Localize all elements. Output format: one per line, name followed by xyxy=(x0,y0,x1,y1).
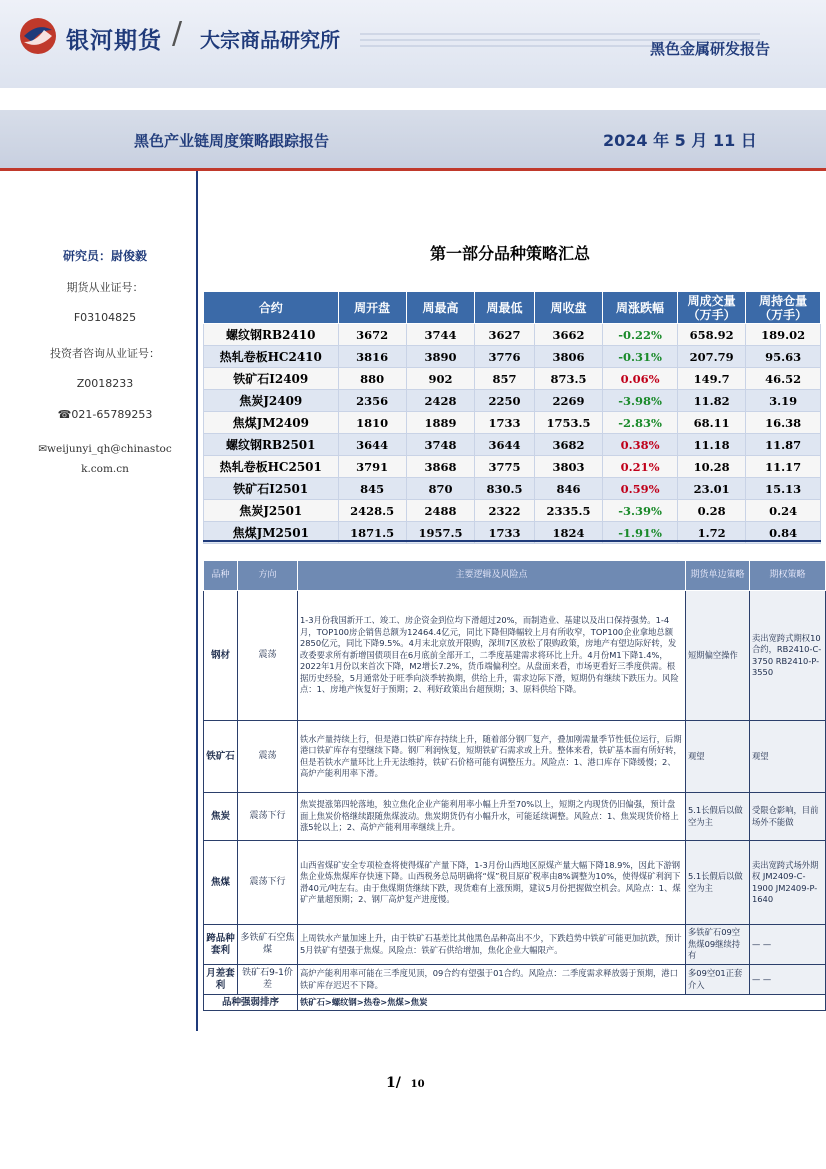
direction-cell: 震荡下行 xyxy=(238,841,298,925)
direction-cell: 多铁矿石空焦煤 xyxy=(238,925,298,965)
col-high: 周最高 xyxy=(406,292,474,324)
report-title: 黑色产业链周度策略跟踪报告 xyxy=(134,132,330,150)
col-option-strategy: 期权策略 xyxy=(750,561,826,591)
logic-cell: 铁水产量持续上行，但是港口铁矿库存持续上升，随着部分钢厂复产，叠加刚需量季节性低位运行，后期港口铁矿库存有望继续下降。钢厂利润恢复，短期铁矿石需求或上升。整体来看，铁矿基本面有所好转，但是若铁水产量环比上升无法维持，铁矿石价格可能有调整压力。风险点：1、港口库存下降缓慢；2、高炉产能利用率下滑。 xyxy=(298,721,686,793)
logic-cell: 1-3月份我国新开工、竣工、房企资金到位均下滑超过20%，而制造业、基建以及出口保持强势。1-4月，TOP100房企销售总额为12464.4亿元，同比下降但降幅较上月有所收窄，TOP100企业拿地总额2850亿元，同比下降9.5%。4月末北京放开限购，深圳7区放松了限购政策，房地产有望边际好转，发改委要求所有新增国债项目在6月底前全部开工，二季度基建需求将环比上升。4月份M1下降1.4%，2022年1月份以来首次下降，M2增长7.2%，货币端偏利空。从盘面来看，市场更看好三季度供需。根据历史经验，5月通常处于旺季向淡季转换期，供给上升，需求边际下滑，短期仍有继续下跌压力。风险点：1、房地产恢复好于预期；2、利好政策出台超预期；3、原料供给下降。 xyxy=(298,591,686,721)
close-cell: 3806 xyxy=(534,346,602,368)
contract-cell: 螺纹钢RB2501 xyxy=(204,434,339,456)
variety-cell: 月差套利 xyxy=(204,965,238,995)
volume-cell: 207.79 xyxy=(677,346,745,368)
header-slash: / xyxy=(172,16,183,51)
change-cell: -1.91% xyxy=(603,522,678,544)
low-cell: 3627 xyxy=(475,324,535,346)
email-line-1[interactable]: ✉weijunyi_qh@chinastoc xyxy=(38,443,172,455)
strategy-table xyxy=(203,560,826,1011)
section-title: 第一部分品种策略汇总 xyxy=(429,244,590,263)
logic-cell: 焦炭提涨第四轮落地，独立焦化企业产能利用率小幅上升至70%以上，短期之内现货仍旧偏强，预计盘面上焦炭价格继续跟随焦煤波动。焦炭期货仍有小幅升水，可能延续调整。风险点：1、焦炭现货价格上涨5轮以上；2、高炉产能利用率继续上升。 xyxy=(298,793,686,841)
contract-cell: 铁矿石I2501 xyxy=(204,478,339,500)
volume-cell: 11.82 xyxy=(677,390,745,412)
col-close: 周收盘 xyxy=(534,292,602,324)
change-cell: 0.21% xyxy=(603,456,678,478)
col-low: 周最低 xyxy=(475,292,535,324)
table-row xyxy=(204,500,821,522)
variety-cell: 焦炭 xyxy=(204,793,238,841)
open-cell: 3672 xyxy=(338,324,406,346)
contract-cell: 热轧卷板HC2410 xyxy=(204,346,339,368)
direction-cell: 震荡下行 xyxy=(238,793,298,841)
open-interest-cell: 0.84 xyxy=(746,522,821,544)
open-cell: 3816 xyxy=(338,346,406,368)
license-label: 期货从业证号： xyxy=(66,281,144,294)
galaxy-logo-icon xyxy=(18,16,58,56)
high-cell: 902 xyxy=(406,368,474,390)
open-cell: 1810 xyxy=(338,412,406,434)
strategy-row xyxy=(204,721,826,793)
option-strategy-cell: 卖出宽跨式场外期权 JM2409-C-1900 JM2409-P-1640 xyxy=(750,841,826,925)
option-strategy-cell: 卖出宽跨式期权10合约，RB2410-C-3750 RB2410-P-3550 xyxy=(750,591,826,721)
open-interest-cell: 3.19 xyxy=(746,390,821,412)
volume-cell: 658.92 xyxy=(677,324,745,346)
close-cell: 2335.5 xyxy=(534,500,602,522)
direction-cell: 铁矿石9-1价差 xyxy=(238,965,298,995)
open-cell: 2428.5 xyxy=(338,500,406,522)
low-cell: 3644 xyxy=(475,434,535,456)
variety-cell: 钢材 xyxy=(204,591,238,721)
page-number: 1/ 10 xyxy=(386,1075,425,1091)
direction-cell: 震荡 xyxy=(238,721,298,793)
volume-cell: 23.01 xyxy=(677,478,745,500)
open-interest-cell: 11.17 xyxy=(746,456,821,478)
low-cell: 857 xyxy=(475,368,535,390)
col-change: 周涨跌幅 xyxy=(603,292,678,324)
option-strategy-cell: 受限仓影响，目前场外不能做 xyxy=(750,793,826,841)
high-cell: 2428 xyxy=(406,390,474,412)
change-cell: -3.39% xyxy=(603,500,678,522)
open-interest-cell: 95.63 xyxy=(746,346,821,368)
change-cell: -0.31% xyxy=(603,346,678,368)
close-cell: 3803 xyxy=(534,456,602,478)
variety-cell: 跨品种套利 xyxy=(204,925,238,965)
futures-strategy-cell: 多09空01正套介入 xyxy=(686,965,750,995)
price-summary-table xyxy=(203,291,821,544)
contract-cell: 焦煤JM2501 xyxy=(204,522,339,544)
close-cell: 1753.5 xyxy=(534,412,602,434)
close-cell: 1824 xyxy=(534,522,602,544)
open-cell: 845 xyxy=(338,478,406,500)
contract-cell: 焦煤JM2409 xyxy=(204,412,339,434)
volume-cell: 1.72 xyxy=(677,522,745,544)
high-cell: 3890 xyxy=(406,346,474,368)
col-direction: 方向 xyxy=(238,561,298,591)
futures-strategy-cell: 短期偏空操作 xyxy=(686,591,750,721)
report-date: 2024 年 5 月 11 日 xyxy=(603,131,757,150)
col-volume: 周成交量 （万手） xyxy=(677,292,745,324)
change-cell: 0.59% xyxy=(603,478,678,500)
ranking-value: 铁矿石>螺纹钢>热卷>焦煤>焦炭 xyxy=(298,995,826,1011)
table-bottom-rule xyxy=(203,540,821,542)
strategy-row xyxy=(204,925,826,965)
contract-cell: 螺纹钢RB2410 xyxy=(204,324,339,346)
table-row xyxy=(204,324,821,346)
license-number: F03104825 xyxy=(73,311,137,324)
consult-number: Z0018233 xyxy=(76,377,134,390)
close-cell: 846 xyxy=(534,478,602,500)
volume-cell: 10.28 xyxy=(677,456,745,478)
low-cell: 1733 xyxy=(475,522,535,544)
option-strategy-cell: 观望 xyxy=(750,721,826,793)
direction-cell: 震荡 xyxy=(238,591,298,721)
table-row xyxy=(204,346,821,368)
open-interest-cell: 11.87 xyxy=(746,434,821,456)
option-strategy-cell: — — xyxy=(750,965,826,995)
brand-name: 银河期货 xyxy=(66,28,162,54)
strategy-row xyxy=(204,793,826,841)
close-cell: 2269 xyxy=(534,390,602,412)
sidebar-divider xyxy=(196,171,198,1031)
volume-cell: 149.7 xyxy=(677,368,745,390)
close-cell: 3682 xyxy=(534,434,602,456)
open-interest-cell: 46.52 xyxy=(746,368,821,390)
open-cell: 3791 xyxy=(338,456,406,478)
change-cell: 0.06% xyxy=(603,368,678,390)
col-open-interest: 周持仓量 （万手） xyxy=(746,292,821,324)
ranking-row xyxy=(204,995,826,1011)
open-cell: 880 xyxy=(338,368,406,390)
report-category: 黑色金属研发报告 xyxy=(649,40,770,58)
change-cell: -3.98% xyxy=(603,390,678,412)
high-cell: 3868 xyxy=(406,456,474,478)
logic-cell: 高炉产能利用率可能在三季度见顶，09合约有望强于01合约。风险点：二季度需求释放弱于预期，港口铁矿库存迟迟不下降。 xyxy=(298,965,686,995)
contract-cell: 焦炭J2501 xyxy=(204,500,339,522)
futures-strategy-cell: 5.1长假后以做空为主 xyxy=(686,841,750,925)
variety-cell: 焦煤 xyxy=(204,841,238,925)
futures-strategy-cell: 5.1长假后以做空为主 xyxy=(686,793,750,841)
close-cell: 3662 xyxy=(534,324,602,346)
high-cell: 1889 xyxy=(406,412,474,434)
col-logic: 主要逻辑及风险点 xyxy=(298,561,686,591)
close-cell: 873.5 xyxy=(534,368,602,390)
low-cell: 2250 xyxy=(475,390,535,412)
col-contract: 合约 xyxy=(204,292,339,324)
high-cell: 3744 xyxy=(406,324,474,346)
table-header-row xyxy=(204,561,826,591)
logic-cell: 上周铁水产量加速上升，由于铁矿石基差比其他黑色品种高出不少，下跌趋势中铁矿可能更加抗跌，预计5月铁矿有望强于焦煤。风险点：铁矿石供给增加，焦化企业大幅限产。 xyxy=(298,925,686,965)
low-cell: 3776 xyxy=(475,346,535,368)
analyst-name: 研究员：尉俊毅 xyxy=(62,249,147,263)
contract-cell: 热轧卷板HC2501 xyxy=(204,456,339,478)
high-cell: 1957.5 xyxy=(406,522,474,544)
open-cell: 1871.5 xyxy=(338,522,406,544)
col-open: 周开盘 xyxy=(338,292,406,324)
table-row xyxy=(204,412,821,434)
contract-cell: 焦炭J2409 xyxy=(204,390,339,412)
high-cell: 2488 xyxy=(406,500,474,522)
option-strategy-cell: — — xyxy=(750,925,826,965)
table-row xyxy=(204,456,821,478)
table-header-row xyxy=(204,292,821,324)
table-row xyxy=(204,368,821,390)
low-cell: 1733 xyxy=(475,412,535,434)
low-cell: 830.5 xyxy=(475,478,535,500)
open-interest-cell: 16.38 xyxy=(746,412,821,434)
logic-cell: 山西省煤矿安全专项检查将使得煤矿产量下降，1-3月份山西地区原煤产量大幅下降18.9%，因此下游钢焦企业炼焦煤库存快速下降。山西税务总局明确将“煤”税目原矿税率由8%调整为10%，使得煤矿利润下滑40元/吨左右。由于焦煤期货继续下跌，现货难有上涨预期，建议5月份把握做空机会。风险点：1、煤矿产量超预期；2、钢厂高炉复产进度慢。 xyxy=(298,841,686,925)
change-cell: -2.83% xyxy=(603,412,678,434)
low-cell: 3775 xyxy=(475,456,535,478)
open-cell: 3644 xyxy=(338,434,406,456)
open-interest-cell: 189.02 xyxy=(746,324,821,346)
ranking-label: 品种强弱排序 xyxy=(204,995,298,1011)
open-interest-cell: 15.13 xyxy=(746,478,821,500)
strategy-row xyxy=(204,965,826,995)
col-variety: 品种 xyxy=(204,561,238,591)
volume-cell: 68.11 xyxy=(677,412,745,434)
divider-rule xyxy=(0,168,826,171)
table-row xyxy=(204,434,821,456)
high-cell: 870 xyxy=(406,478,474,500)
volume-cell: 11.18 xyxy=(677,434,745,456)
variety-cell: 铁矿石 xyxy=(204,721,238,793)
high-cell: 3748 xyxy=(406,434,474,456)
strategy-row xyxy=(204,841,826,925)
change-cell: 0.38% xyxy=(603,434,678,456)
table-row xyxy=(204,478,821,500)
consult-label: 投资者咨询从业证号： xyxy=(50,347,160,360)
volume-cell: 0.28 xyxy=(677,500,745,522)
table-row xyxy=(204,390,821,412)
strategy-row xyxy=(204,591,826,721)
low-cell: 2322 xyxy=(475,500,535,522)
open-cell: 2356 xyxy=(338,390,406,412)
open-interest-cell: 0.24 xyxy=(746,500,821,522)
email-line-2[interactable]: k.com.cn xyxy=(81,463,129,475)
futures-strategy-cell: 多铁矿石09空焦煤09继续持有 xyxy=(686,925,750,965)
institute-name: 大宗商品研究所 xyxy=(200,28,340,52)
change-cell: -0.22% xyxy=(603,324,678,346)
futures-strategy-cell: 观望 xyxy=(686,721,750,793)
col-futures-strategy: 期货单边策略 xyxy=(686,561,750,591)
contract-cell: 铁矿石I2409 xyxy=(204,368,339,390)
phone-number: ☎021-65789253 xyxy=(57,408,153,421)
